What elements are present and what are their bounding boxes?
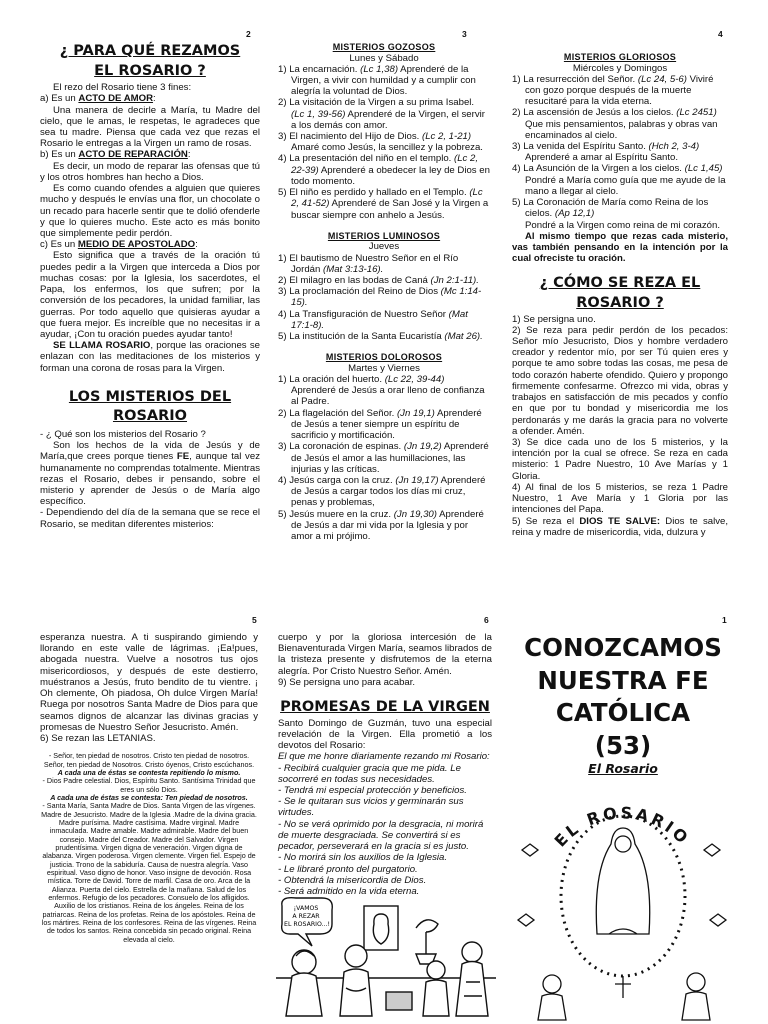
- section-days: Jueves: [368, 241, 400, 253]
- paragraph: 9) Se persigna uno para acabar.: [278, 676, 416, 688]
- page-number: 2: [246, 29, 251, 39]
- section-heading: MISTERIOS GLORIOSOS: [563, 52, 677, 62]
- page-number: 5: [252, 615, 257, 625]
- mystery-item: 3) La venida del Espíritu Santo. (Hch 2, 3-4) Aprenderé a amar al Espíritu Santo.: [512, 141, 700, 164]
- paragraph: esperanza nuestra. A ti suspirando gimiendo y llorando en este valle de lágrimas. ¡Ea!pues, abogada nuestra. Vuelve a nosotros tus ojos misericordiosos, y después de este destierro, muéstranos a Jesús, fruto bendito de tu vientre. ¡ Oh clemente, Oh piadosa, Oh dulce Virgen María! Ruega por nosotros Santa Madre de Dios para que seamos dignos de alcanzar las divinas gracias y promesas de Nuestro Señor Jesucristo. Amén.: [40, 632, 258, 733]
- mystery-item: 4) La Asunción de la Virgen a los cielos. (Lc 1,45) Pondré a María como guía que me ayude de la mano a llegar al cielo.: [512, 163, 726, 197]
- litany-text: - Dios Padre celestial. Dios, Espíritu Santo. Santísima Trinidad que eres un sólo Dios.: [42, 776, 256, 794]
- mystery-item: 1) La oración del huerto. (Lc 22, 39-44) Aprenderé de Jesús a orar lleno de confianza al Padre.: [278, 374, 485, 408]
- mysteries-list: [278, 374, 490, 542]
- page-4-column: [512, 42, 728, 538]
- mystery-item: 2) El milagro en las bodas de Caná (Jn 2:1-11).: [278, 274, 479, 286]
- section-title: LOS MISTERIOS DEL ROSARIO: [68, 388, 232, 425]
- promise-item: - Le libraré pronto del purgatorio.: [278, 863, 418, 875]
- promise-item: - Recibirá cualquier gracia que me pida. Le socorreré en todas sus necesidades.: [278, 762, 461, 785]
- mystery-item: 3) La proclamación del Reino de Dios (Mc 1:14-15).: [278, 286, 482, 309]
- section-days: Miércoles y Domingos: [572, 62, 668, 74]
- paragraph: 5) Se reza el DIOS TE SALVE: Dios te salve, reina y madre de misericordia, vida, dulzura y: [512, 515, 729, 538]
- mystery-item: 2) La ascensión de Jesús a los cielos. (Lc 2451) Que mis pensamientos, palabras y obras van encaminados al cielo.: [512, 107, 718, 141]
- promise-item: - Será admitido en la vida eterna.: [278, 885, 420, 897]
- page-2-column: [40, 42, 260, 530]
- paragraph: Al mismo tiempo que rezas cada misterio, vas también pensando en la intención por la cual ofreciste tu oración.: [512, 230, 728, 265]
- mystery-item: 2) La visitación de la Virgen a su prima Isabel. (Lc 1, 39-56) Aprenderé de la Virgen, el servir a los demás con amor.: [278, 97, 485, 131]
- mystery-item: 5) El niño es perdido y hallado en el Templo. (Lc 2, 41-52) Aprenderé de San José y la Virgen a buscar siempre con anhelo a Jesús.: [278, 187, 489, 221]
- promise-item: - No morirá sin los auxilios de la Iglesia.: [278, 852, 448, 864]
- page-number: 6: [484, 615, 489, 625]
- paragraph: Son los hechos de la vida de Jesús y de María,que crees porque tienes FE, aunque tal vez humanamente no comprendas totalmente. Mientras rezas el Rosario, debes ir pensando, sobre el misterio y aprender de Jesús o de María algo específico.: [40, 440, 260, 508]
- litany-text: - Santa María, Santa Madre de Dios. Santa Virgen de las vírgenes. Madre de Jesucristo. Madre de la Iglesia .Madre de la divina gracia. Madre purísima. Madre castísima. Madre virginal. Madre inmaculada. Madre amable. Madre admirable. Madre del buen consejo. Madre del Creador. Madre del Salvador. Virgen prudentísima. Virgen digna de veneración. Virgen digna de alabanza. Virgen poderosa. Virgen clemente. Virgen fiel. Espejo de justicia. Trono de la sabiduría. Causa de nuestra alegría. Vaso espiritual. Vaso digno de honor. Vaso insigne de devoción. Rosa mística. Torre de David. Torre de marfil. Casa de oro. Arca de la Alianza. Puerta del cielo. Estrella de la mañana. Salud de los enfermos. Refugio de los pecadores. Consuelo de los afligidos. Auxilio de los cristianos. Reina de los ángeles. Reina de los patriarcas. Reina de los profetas. Reina de los apóstoles. Reina de los mártires. Reina de los confesores. Reina de las vírgenes. Reina de todos los santos. Reina concebida sin pecado original. Reina elevada al cielo.: [41, 801, 257, 944]
- promise-item: - Obtendrá la misericordia de Dios.: [278, 874, 427, 886]
- section-heading: MISTERIOS LUMINOSOS: [327, 230, 441, 241]
- step-item: 3) Se dice cada uno de los 5 misterios, y la intención por la cual se ofrece. Se reza en cada misterio: 1 Padre Nuestro, 10 Ave Marías y 1 Gloria.: [512, 436, 728, 482]
- mystery-item: 4) La presentación del niño en el templo. (Lc 2, 22-39) Aprenderé a obedecer la ley de Dios en todo momento.: [278, 153, 490, 187]
- mystery-item: 4) Jesús carga con la cruz. (Jn 19,17) Aprenderé de Jesús a cargar todos los días mi cruz, penas y problemas,: [278, 474, 486, 509]
- mystery-item: 1) La resurrección del Señor. (Lc 24, 5-6) Viviré con gozo porque después de la muerte resucitaré para la vida eterna.: [512, 73, 714, 108]
- paragraph: Una manera de decirle a María, tu Madre del cielo, que le amas, le respetas, le agradeces que sea tu madre. Piensa que cada vez que rezas el Rosario le entregas a la Virgen un ramo de rosas.: [40, 104, 260, 150]
- page-number: 3: [462, 29, 467, 39]
- mystery-item: 5) La institución de la Santa Eucaristía (Mat 26).: [278, 331, 483, 343]
- promise-item: - Se le quitaran sus vicios y germinarán sus virtudes.: [278, 796, 464, 819]
- cover-title: CONOZCAMOS NUESTRA FE CATÓLICA (53): [524, 633, 722, 760]
- step-item: 4) Al final de los 5 misterios, se reza 1 Padre Nuestro, 1 Ave María y 1 Gloria por las intenciones del Papa.: [512, 481, 728, 516]
- paragraph: Esto significa que a través de la oración tú puedes pedir a la Virgen que interceda a Dios por muchas cosas: por la Iglesia, los sacerdotes, el Papa, los enfermos, los que sufren; por la conversión de los pecadores, la unidad familiar, las guerras. Por todo aquello que quisieras ayudar a que fuera mejor. Es increíble que no necesitas ir a ayudar, ¡Con tu oración puedes ayudar tanto!: [40, 250, 260, 340]
- promise-item: - Tendrá mi especial protección y beneficios.: [278, 784, 467, 796]
- paragraph: SE LLAMA ROSARIO, porque las oraciones se enlazan con las meditaciones de los misterios y forman una corona de rosas para la Virgen.: [40, 340, 260, 374]
- step-item: 2) Se reza para pedir perdón de los pecados: Señor mío Jesucristo, Dios y hombre verdadero creador y redentor mío, por ser Tú quien eres y porque te amo sobre todas las cosas, me pesa de todo corazón haberte ofendido. Quiero y propongo firmemente confesarme. Ofrezco mi vida, obras y trabajos en satisfacción de mis pecados y confío en que por tu bondad y misericordia me los perdonarás y me darás la gracia para no volverte a ofender. Amén.: [512, 324, 728, 437]
- page-6-column: [278, 632, 492, 897]
- promise-item: El que me honre diariamente rezando mi Rosario:: [278, 751, 490, 763]
- step-item: 1) Se persigna uno.: [512, 313, 596, 325]
- mysteries-list: [512, 74, 728, 220]
- mysteries-list: [278, 64, 490, 221]
- litany-text: - Señor, ten piedad de nosotros. Cristo ten piedad de nosotros. Señor, ten piedad de Nosotros. Cristo óyenos, Cristo escúchanos.: [43, 751, 255, 769]
- mystery-item: 4) La Transfiguración de Nuestro Señor (Mat 17:1-8).: [278, 308, 468, 331]
- section-days: Lunes y Sábado: [349, 52, 419, 64]
- paragraph: 6) Se rezan las LETANIAS.: [40, 732, 156, 744]
- mystery-item: 5) Jesús muere en la cruz. (Jn 19,30) Aprenderé de Jesús a dar mi vida por la Iglesia y por amor a mi prójimo.: [278, 508, 484, 543]
- paragraph: Es decir, un modo de reparar las ofensas que tú y los otros hombres han hecho a Dios.: [40, 160, 260, 183]
- paragraph: El rezo del Rosario tiene 3 fines:: [53, 82, 192, 94]
- cover-subtitle: El Rosario: [588, 761, 658, 777]
- cover-column: [508, 632, 738, 777]
- list-item: a) Es un ACTO DE AMOR:: [40, 93, 156, 105]
- list-item: b) Es un ACTO DE REPARACIÓN:: [40, 149, 191, 161]
- mystery-item: 1) El bautismo de Nuestro Señor en el Río Jordán (Mat 3:13-16).: [278, 252, 459, 275]
- mystery-item: 1) La encarnación. (Lc 1,38) Aprenderé de la Virgen, a vivir con humildad y a cumplir con alegría la voluntad de Dios.: [278, 63, 476, 98]
- mysteries-list: [278, 253, 490, 343]
- page-3-column: [278, 42, 490, 542]
- steps-list: [512, 314, 728, 516]
- rosary-medallion-illustration: [512, 784, 734, 1022]
- page-number: 4: [718, 29, 723, 39]
- praying-family-illustration: [276, 896, 496, 1020]
- mystery-item: 2) La flagelación del Señor. (Jn 19,1) Aprenderé de Jesús a tener siempre un espíritu de sacrificio y mortificación.: [278, 407, 482, 442]
- litany-response: A cada una de éstas se contesta repitiendo lo mismo.: [57, 767, 241, 777]
- litany-response: A cada una de éstas se contesta: Ten piedad de nosotros.: [50, 792, 248, 802]
- section-days: Martes y Viernes: [348, 362, 420, 374]
- section-title: ¿ PARA QUÉ REZAMOS EL ROSARIO ?: [59, 43, 241, 79]
- mystery-item: 3) El nacimiento del Hijo de Dios. (Lc 2, 1-21) Amaré como Jesús, la sencillez y la pobreza.: [278, 131, 483, 154]
- section-heading: MISTERIOS GOZOSOS: [332, 42, 436, 52]
- paragraph: cuerpo y por la gloriosa intercesión de la Bienaventurada Virgen María, seamos librados de la tristeza presente y disfrutemos de la eterna alegría. Por Cristo Nuestro Señor. Amén.: [278, 632, 492, 677]
- mystery-item: 5) La Coronación de María como Reina de los cielos. (Ap 12,1): [512, 197, 709, 220]
- paragraph: Santo Domingo de Guzmán, tuvo una especial revelación de la Virgen. Ella prometió a los devotos del Rosario:: [278, 717, 492, 752]
- page-5-column: [40, 632, 258, 944]
- litany-block: [40, 752, 258, 944]
- paragraph: - ¿ Qué son los misterios del Rosario ?: [40, 428, 206, 440]
- section-heading: MISTERIOS DOLOROSOS: [325, 352, 443, 363]
- paragraph: Es como cuando ofendes a alguien que quieres mucho y después le envías una flor, un chocolate o un recado para hacerle sentir que te dolió ofenderle y que lo quieres mucho. Este acto es más bonito que simplemente pedir perdón.: [40, 183, 260, 239]
- page-number: 1: [722, 615, 727, 625]
- paragraph: Pondré a la Virgen como reina de mi corazón.: [525, 219, 721, 231]
- section-title: ¿ CÓMO SE REZA EL ROSARIO ?: [539, 275, 701, 312]
- medallion-title: EL ROSARIO: [550, 803, 694, 851]
- section-title: PROMESAS DE LA VIRGEN: [280, 699, 490, 716]
- promise-item: - No se verá oprimido por la desgracia, ni morirá de muerte desgraciada. Se convertirá si es pecador, perseverará en la gracia si es justo.: [278, 818, 484, 853]
- promises-list: [278, 751, 492, 897]
- speech-bubble-text: ¡VAMOS A REZAR EL ROSARIO...!: [284, 905, 330, 928]
- mystery-item: 3) La coronación de espinas. (Jn 19,2) Aprenderé de Jesús el amor a las humillaciones, las injurias y las críticas.: [278, 441, 489, 475]
- paragraph: - Dependiendo del día de la semana que se rece el Rosario, se meditan diferentes misterios:: [40, 507, 260, 530]
- list-item: c) Es un MEDIO DE APOSTOLADO:: [40, 239, 198, 251]
